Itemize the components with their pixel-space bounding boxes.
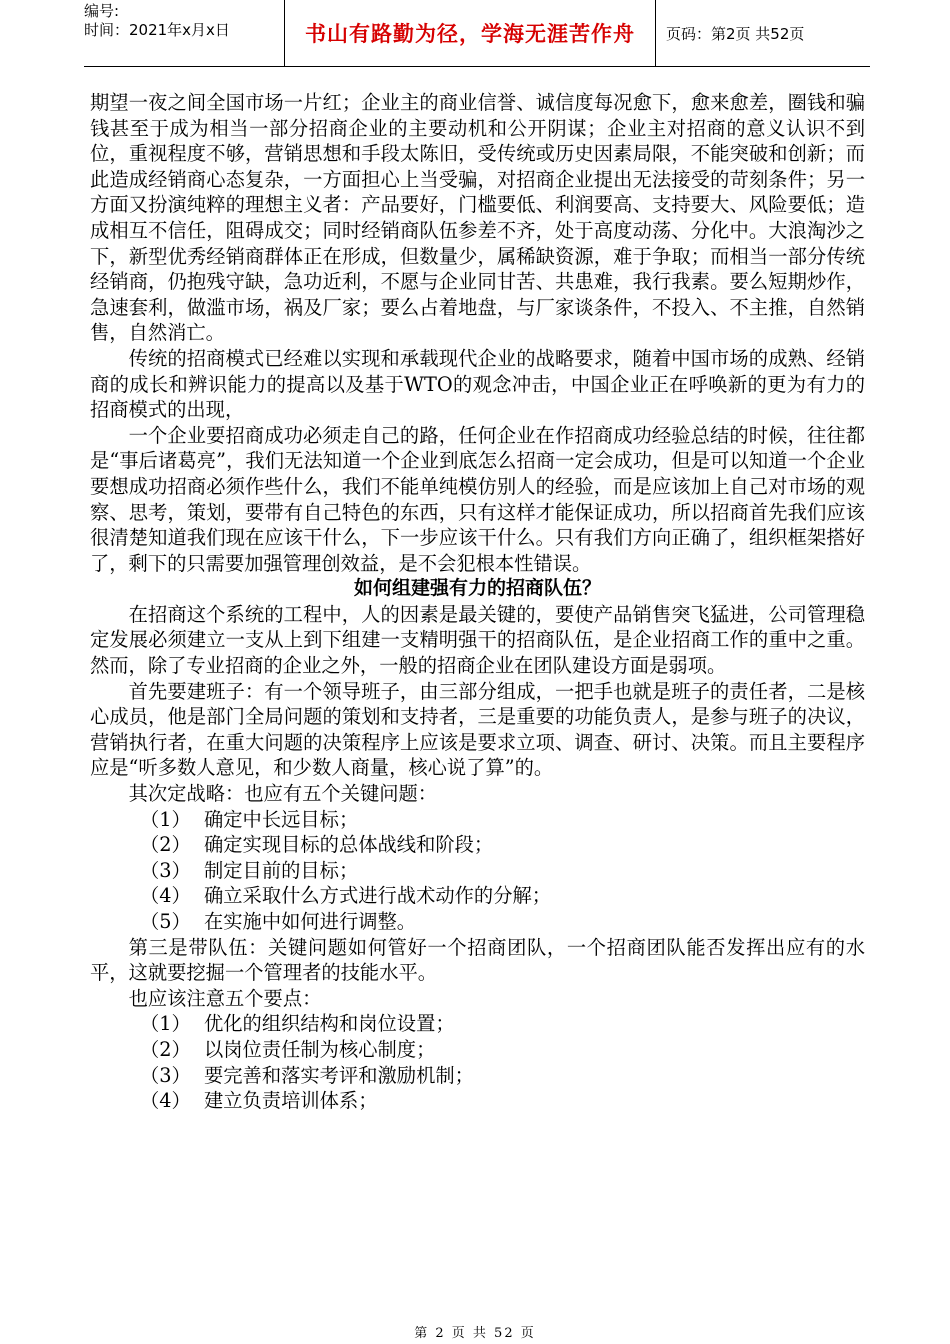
list-item-number: （4）	[140, 1089, 191, 1113]
list-item-text: 以岗位责任制为核心制度；	[204, 1037, 436, 1061]
document-time-label: 时间：2021年x月x日	[84, 21, 230, 39]
document-number-label: 编号:	[84, 2, 120, 20]
body-paragraph: 一个企业要招商成功必须走自己的路，任何企业在作招商成功经验总结的时候，往往都是“事后诸葛亮”，我们无法知道一个企业到底怎么招商一定会成功，但是可以知道一个企业要想成功招商必须作些什么，我们不能单纯模仿别人的经验，而是应该加上自己对市场的观察、思考，策划，要带有自己特色的东西，只有这样才能保证成功，所以招商首先我们应该很清楚知道我们现在应该干什么，下一步应该干什么。只有我们方向正确了，组织框架搭好了，剩下的只需要加强管理创效益，是不会犯根本性错误。	[90, 423, 865, 575]
strategy-list	[90, 807, 865, 935]
list-item-number: （2）	[140, 833, 191, 857]
body-paragraph: 传统的招商模式已经难以实现和承载现代企业的战略要求，随着中国市场的成熟、经销商的成长和辨识能力的提高以及基于WTO的观念冲击，中国企业正在呼唤新的更为有力的招商模式的出现，	[90, 346, 865, 422]
list-item-text: 要完善和落实考评和激励机制；	[204, 1063, 474, 1087]
list-item	[90, 1011, 865, 1037]
list-item	[90, 909, 865, 935]
list-item-number: （4）	[140, 884, 191, 908]
section-heading: 如何组建强有力的招商队伍？	[353, 577, 601, 600]
body-paragraph: 第三是带队伍：关键问题如何管好一个招商团队，一个招商团队能否发挥出应有的水平，这就要挖掘一个管理者的技能水平。	[90, 935, 865, 985]
page-footer: 第 2 页 共 52 页	[414, 1326, 536, 1341]
list-item-text: 优化的组织结构和岗位设置；	[204, 1012, 455, 1036]
list-item-text: 在实施中如何进行调整。	[204, 910, 417, 933]
body-paragraph: 也应该注意五个要点：	[128, 986, 322, 1010]
list-item	[90, 1063, 865, 1089]
list-item-number: （3）	[140, 1063, 191, 1087]
list-item	[90, 883, 865, 909]
list-item-number: （3）	[140, 858, 191, 882]
list-item	[90, 1037, 865, 1063]
list-item-number: （2）	[140, 1037, 191, 1061]
list-item-number: （1）	[140, 1012, 191, 1036]
list-item-text: 制定目前的目标；	[204, 858, 359, 882]
list-item-text: 确定实现目标的总体战线和阶段；	[204, 833, 494, 857]
body-paragraph: 期望一夜之间全国市场一片红；企业主的商业信誉、诚信度每况愈下，愈来愈差，圈钱和骗钱甚至于成为相当一部分招商企业的主要动机和公开阴谋；企业主对招商的意义认识不到位，重视程度不够，营销思想和手段太陈旧，受传统或历史因素局限，不能突破和创新；而此造成经销商心态复杂，一方面担心上当受骗，对招商企业提出无法接受的苛刻条件；另一方面又扮演纯粹的理想主义者：产品要好，门槛要低、利润要高、支持要大、风险要低；造成相互不信任，阻碍成交；同时经销商队伍参差不齐，处于高度动荡、分化中。大浪淘沙之下，新型优秀经销商群体正在形成，但数量少，属稀缺资源，难于争取；而相当一部分传统经销商，仍抱残守缺，急功近利，不愿与企业同甘苦、共患难，我行我素。要么短期炒作，急速套利，做滥市场，祸及厂家；要么占着地盘，与厂家谈条件，不投入、不主推，自然销售，自然消亡。	[90, 91, 865, 345]
list-item-text: 确立采取什么方式进行战术动作的分解；	[204, 884, 552, 908]
list-item	[90, 1088, 865, 1114]
header-page-number: 页码：第2页 共52页	[666, 24, 805, 43]
list-item-text: 建立负责培训体系；	[204, 1089, 378, 1113]
document-body	[90, 90, 865, 1114]
body-paragraph: 其次定战略：也应有五个关键问题：	[128, 782, 438, 806]
list-item	[90, 858, 865, 884]
team-list	[90, 1011, 865, 1113]
body-paragraph: 在招商这个系统的工程中，人的因素是最关键的，要使产品销售突飞猛进，公司管理稳定发展必须建立一支从上到下组建一支精明强干的招商队伍，是企业招商工作的重中之重。然而，除了专业招商的企业之外，一般的招商企业在团队建设方面是弱项。	[90, 602, 865, 678]
list-item	[90, 832, 865, 858]
header-motto: 书山有路勤为径，学海无涯苦作舟	[284, 0, 656, 66]
list-item-text: 确定中长远目标；	[204, 807, 359, 831]
list-item	[90, 807, 865, 833]
list-item-number: （1）	[140, 807, 191, 831]
body-paragraph: 首先要建班子：有一个领导班子，由三部分组成，一把手也就是班子的责任者，二是核心成员，他是部门全局问题的策划和支持者，三是重要的功能负责人，是参与班子的决议，营销执行者，在重大问题的决策程序上应该是要求立项、调查、研讨、决策。而且主要程序应是“听多数人意见，和少数人商量，核心说了算”的。	[90, 679, 865, 780]
page-header	[84, 0, 870, 67]
header-meta	[84, 0, 284, 66]
list-item-number: （5）	[140, 910, 191, 933]
